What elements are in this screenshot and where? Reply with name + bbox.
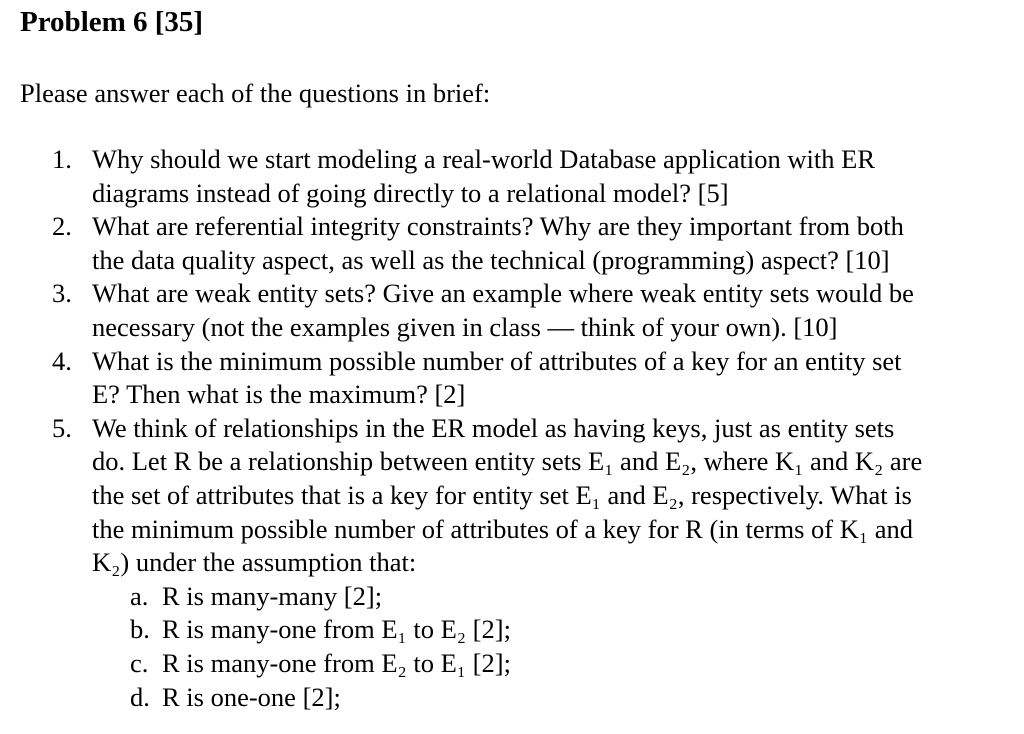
question-text: the set of attributes that is a key for entity set E₁ and E₂, respectively. What is bbox=[92, 479, 912, 510]
question-line bbox=[0, 210, 1024, 244]
subquestion-letter: b. bbox=[130, 614, 150, 645]
question-line bbox=[0, 177, 1024, 211]
question-line bbox=[0, 412, 1024, 446]
question-line bbox=[0, 345, 1024, 379]
question-line bbox=[0, 378, 1024, 412]
question-line bbox=[0, 244, 1024, 278]
subquestion-text: R is many-many [2]; bbox=[162, 580, 383, 611]
question-number: 1. bbox=[52, 144, 72, 174]
question-number: 2. bbox=[52, 211, 72, 242]
question-text: What are weak entity sets? Give an example where weak entity sets would be bbox=[92, 278, 914, 309]
subquestion-letter: c. bbox=[130, 647, 149, 678]
question-text: Why should we start modeling a real-world Database application with ER bbox=[92, 144, 876, 174]
question-text: We think of relationships in the ER model as having keys, just as entity sets bbox=[92, 412, 895, 443]
question-text: do. Let R be a relationship between entity sets E₁ and E₂, where K₁ and K₂ are bbox=[92, 446, 923, 477]
subquestion bbox=[0, 681, 1024, 715]
question-line bbox=[0, 277, 1024, 311]
question-text: necessary (not the examples given in class — think of your own). [10] bbox=[92, 311, 838, 342]
question-list bbox=[0, 143, 1024, 714]
question-number: 4. bbox=[52, 345, 72, 376]
question-line bbox=[0, 513, 1024, 547]
question-text: What are referential integrity constraints? Why are they important from both bbox=[92, 211, 904, 242]
subquestion-text: R is many-one from E₁ to E₂ [2]; bbox=[162, 614, 511, 645]
question-text: K₂) under the assumption that: bbox=[92, 547, 417, 578]
question-number: 3. bbox=[52, 278, 72, 309]
question-number: 5. bbox=[52, 412, 72, 443]
question-line bbox=[0, 445, 1024, 479]
instructions: Please answer each of the questions in brief: bbox=[20, 78, 491, 108]
question-text: What is the minimum possible number of attributes of a key for an entity set bbox=[92, 345, 902, 376]
subquestion-letter: d. bbox=[130, 681, 150, 712]
subquestion-text: R is many-one from E₂ to E₁ [2]; bbox=[162, 647, 511, 678]
question-text: diagrams instead of going directly to a relational model? [5] bbox=[92, 177, 729, 208]
question-text: E? Then what is the maximum? [2] bbox=[92, 379, 466, 410]
subquestion bbox=[0, 647, 1024, 681]
subquestion bbox=[0, 613, 1024, 647]
question-text: the data quality aspect, as well as the technical (programming) aspect? [10] bbox=[92, 244, 890, 275]
subquestion bbox=[0, 580, 1024, 614]
question-line bbox=[0, 479, 1024, 513]
subquestion-letter: a. bbox=[130, 580, 149, 611]
question-text: the minimum possible number of attributes of a key for R (in terms of K₁ and bbox=[92, 513, 914, 544]
problem-title: Problem 6 [35] bbox=[20, 6, 204, 38]
question-line bbox=[0, 311, 1024, 345]
question-line bbox=[0, 143, 1024, 177]
subquestion-text: R is one-one [2]; bbox=[162, 681, 341, 712]
question-line bbox=[0, 546, 1024, 580]
